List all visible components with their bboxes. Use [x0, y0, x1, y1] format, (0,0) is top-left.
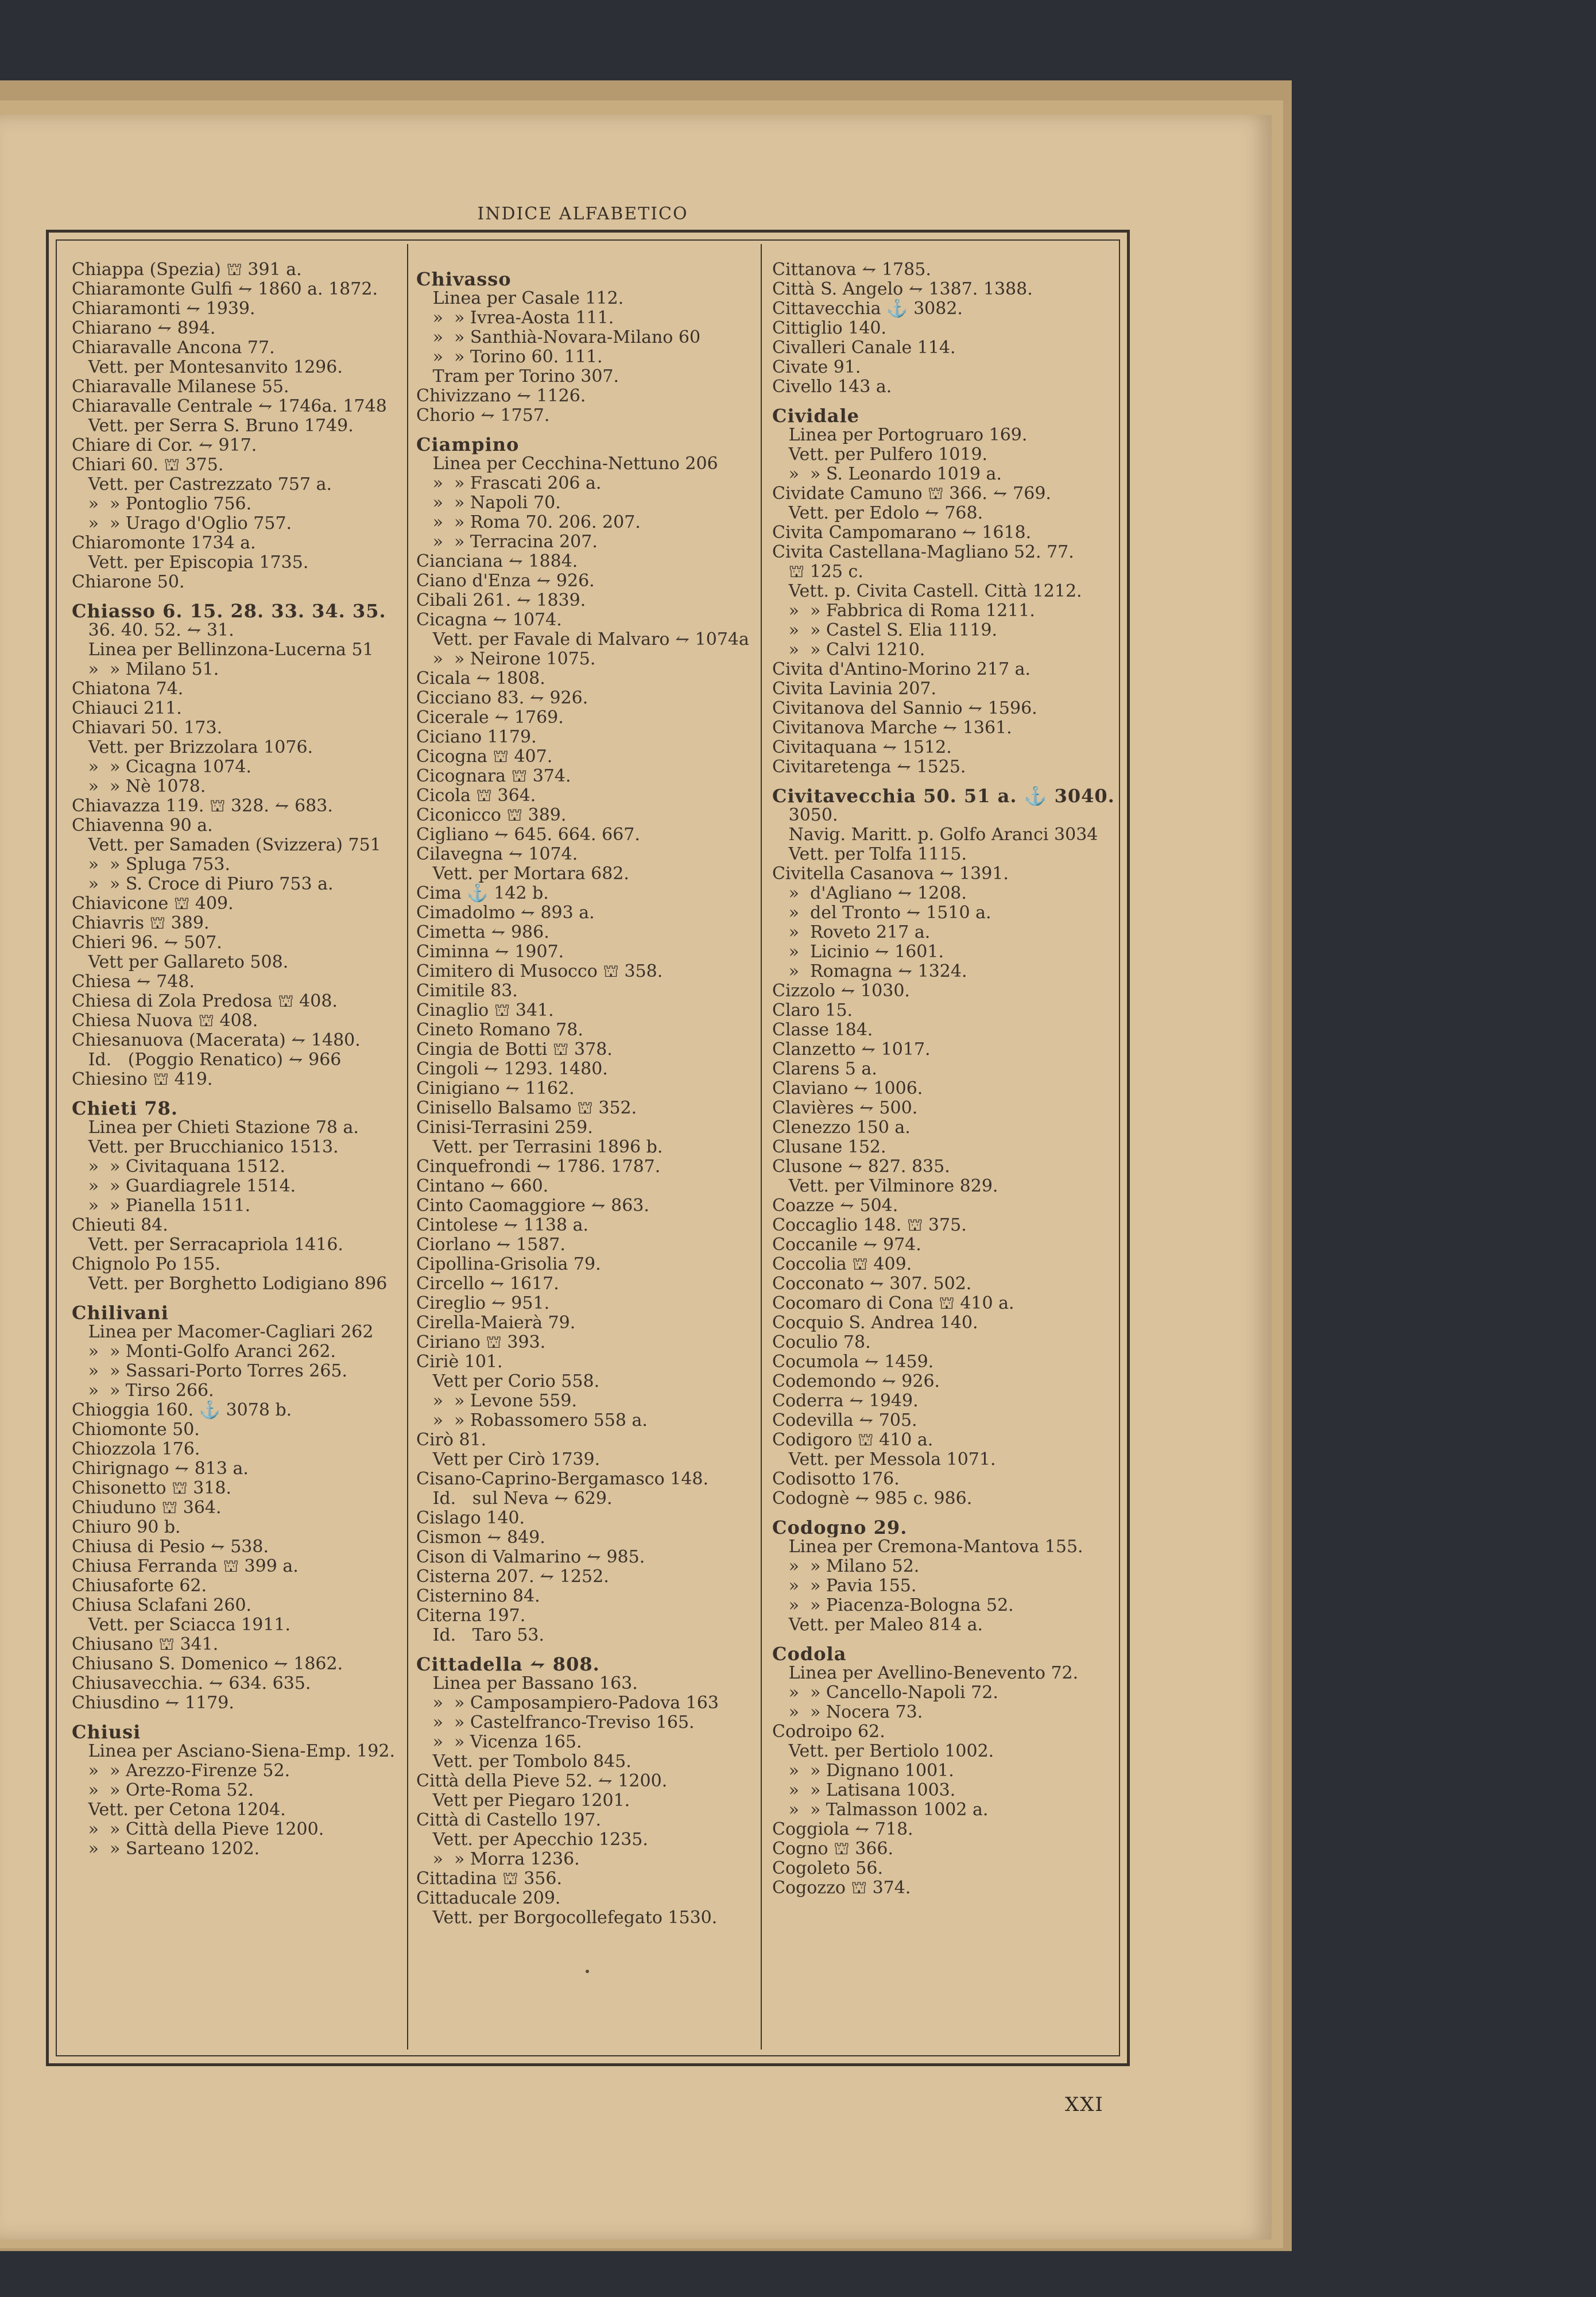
index-entry: » Roveto 217 a. [772, 923, 931, 942]
index-entry: Cilavegna ⥊ 1074. [416, 845, 578, 864]
index-entry: Linea per Asciano-Siena-Emp. 192. [72, 1742, 395, 1761]
index-entry: Cineto Romano 78. [416, 1020, 583, 1040]
index-entry: Cintano ⥊ 660. [416, 1177, 549, 1196]
index-entry: Cinquefrondi ⥊ 1786. 1787. [416, 1157, 661, 1177]
index-entry: Civitanova Marche ⥊ 1361. [772, 718, 1012, 738]
index-entry: Cittanova ⥊ 1785. [772, 260, 931, 280]
index-entry: Chilivani [72, 1303, 169, 1322]
index-entry: Cicciano 83. ⥊ 926. [416, 689, 588, 708]
index-entry: » » Levone 559. [416, 1391, 578, 1411]
index-entry: Codroipo 62. [772, 1722, 885, 1742]
index-entry: Chiusano ⛫ 341. [72, 1635, 219, 1654]
index-entry: Cinto Caomaggiore ⥊ 863. [416, 1196, 649, 1216]
index-entry: Ciciano 1179. [416, 728, 537, 747]
index-entry: Coderra ⥊ 1949. [772, 1391, 919, 1411]
index-entry: Civitella Casanova ⥊ 1391. [772, 864, 1009, 884]
index-entry: Codigoro ⛫ 410 a. [772, 1430, 933, 1450]
index-entry: Ciorlano ⥊ 1587. [416, 1235, 565, 1255]
index-entry: Vett. per Borgocollefegato 1530. [416, 1908, 718, 1928]
index-entry: Cocumola ⥊ 1459. [772, 1352, 934, 1372]
index-entry: Civitaquana ⥊ 1512. [772, 738, 952, 757]
index-entry: » » Neirone 1075. [416, 649, 596, 669]
index-entry: Vett. per Brizzolara 1076. [72, 738, 313, 757]
index-entry: Vett. per Episcopia 1735. [72, 553, 309, 573]
index-entry: Linea per Avellino-Benevento 72. [772, 1664, 1079, 1683]
index-entry: Chivasso [416, 269, 512, 289]
index-entry: » » Pavia 155. [772, 1576, 917, 1596]
index-entry: Civita Lavinia 207. [772, 679, 937, 699]
index-entry: Civate 91. [772, 358, 861, 377]
index-entry: Chignolo Po 155. [72, 1255, 221, 1274]
index-entry: Coculio 78. [772, 1333, 871, 1352]
index-entry: Chiari 60. ⛫ 375. [72, 455, 224, 475]
index-entry: Città della Pieve 52. ⥊ 1200. [416, 1772, 668, 1791]
index-entry: Cogoleto 56. [772, 1859, 883, 1878]
index-entry: Chiusano S. Domenico ⥊ 1862. [72, 1654, 343, 1674]
index-entry: Chorio ⥊ 1757. [416, 406, 550, 426]
index-entry: Vett. per Favale di Malvaro ⥊ 1074a [416, 630, 749, 649]
index-entry: » » Talmasson 1002 a. [772, 1800, 989, 1820]
index-entry: Claviano ⥊ 1006. [772, 1079, 923, 1099]
index-entry: Chiatona 74. [72, 679, 184, 699]
index-entry: Linea per Cecchina-Nettuno 206 [416, 454, 718, 474]
index-entry: Vett. per Edolo ⥊ 768. [772, 504, 983, 523]
index-entry: Civita Castellana-Magliano 52. 77. [772, 543, 1074, 562]
index-entry: » » Castel S. Elia 1119. [772, 621, 998, 640]
index-entry: Cisterna 207. ⥊ 1252. [416, 1567, 609, 1587]
index-entry: Vett. per Maleo 814 a. [772, 1615, 983, 1635]
index-entry: Chiavari 50. 173. [72, 718, 223, 738]
index-entry: Cittaducale 209. [416, 1889, 561, 1908]
index-entry: Cogozzo ⛫ 374. [772, 1878, 911, 1898]
index-entry: Clusane 152. [772, 1138, 886, 1157]
index-entry: Vett. per Tombolo 845. [416, 1752, 632, 1772]
index-entry: Chieuti 84. [72, 1216, 168, 1235]
index-entry: Chiavenna 90 a. [72, 816, 213, 836]
index-entry: » » Piacenza-Bologna 52. [772, 1596, 1014, 1615]
index-entry: » del Tronto ⥊ 1510 a. [772, 903, 991, 923]
index-entry: » » Morra 1236. [416, 1850, 580, 1869]
index-entry: Coccolia ⛫ 409. [772, 1255, 912, 1274]
index-entry: Vett. per Montesanvito 1296. [72, 358, 343, 377]
index-entry: Chiusi [72, 1722, 141, 1742]
index-entry: Cittadina ⛫ 356. [416, 1869, 562, 1889]
index-entry: Chiaramonti ⥊ 1939. [72, 299, 255, 319]
index-entry: Chiusa di Pesio ⥊ 538. [72, 1537, 269, 1557]
index-entry: Cianciana ⥊ 1884. [416, 552, 578, 571]
index-entry: Cogno ⛫ 366. [772, 1839, 894, 1859]
index-entry: Tram per Torino 307. [416, 367, 619, 386]
index-entry: Chiesa ⥊ 748. [72, 972, 195, 992]
index-entry: Vett. per Serracapriola 1416. [72, 1235, 343, 1255]
index-entry: Clavières ⥊ 500. [772, 1099, 918, 1118]
index-entry: Vett. per Apecchio 1235. [416, 1830, 648, 1850]
index-entry: » » Guardiagrele 1514. [72, 1177, 296, 1196]
index-entry: Codola [772, 1644, 847, 1664]
index-entry: Cismon ⥊ 849. [416, 1528, 545, 1548]
index-entry: Cislago 140. [416, 1509, 525, 1528]
index-entry: Claro 15. [772, 1001, 853, 1020]
index-entry: Linea per Cremona-Mantova 155. [772, 1537, 1083, 1557]
index-entry: Vett. per Brucchianico 1513. [72, 1138, 339, 1157]
column-divider [761, 244, 762, 2049]
index-entry: Civita Campomarano ⥊ 1618. [772, 523, 1032, 543]
index-entry: Chiavris ⛫ 389. [72, 914, 210, 933]
index-entry: Cisano-Caprino-Bergamasco 148. [416, 1470, 709, 1489]
index-entry: Civitavecchia 50. 51 a. ⚓ 3040. [772, 786, 1115, 806]
index-entry: Chiarone 50. [72, 573, 185, 592]
index-entry: Vett. per Cetona 1204. [72, 1800, 286, 1820]
index-entry: Id. Taro 53. [416, 1626, 545, 1645]
index-entry: Cimitero di Musocco ⛫ 358. [416, 962, 663, 981]
index-entry: 36. 40. 52. ⥊ 31. [72, 621, 234, 640]
index-entry: Vett per Cirò 1739. [416, 1450, 601, 1470]
index-entry: Classe 184. [772, 1020, 873, 1040]
index-entry: Vett per Gallareto 508. [72, 953, 289, 972]
index-entry: Vett. per Bertiolo 1002. [772, 1742, 994, 1761]
index-entry: Chiaravalle Milanese 55. [72, 377, 289, 397]
index-entry: » » Torino 60. 111. [416, 347, 603, 367]
index-entry: Codevilla ⥊ 705. [772, 1411, 917, 1430]
page-header: INDICE ALFABETICO [477, 204, 688, 224]
index-entry: Chiusavecchia. ⥊ 634. 635. [72, 1674, 311, 1693]
index-entry: Chiesanuova (Macerata) ⥊ 1480. [72, 1031, 361, 1050]
index-entry: Cigliano ⥊ 645. 664. 667. [416, 825, 640, 845]
page-number: XXI [1065, 2093, 1104, 2116]
index-entry: Linea per Macomer-Cagliari 262 [72, 1322, 374, 1342]
index-entry: Chirignago ⥊ 813 a. [72, 1459, 249, 1479]
index-entry: Cinigiano ⥊ 1162. [416, 1079, 575, 1099]
index-entry: Cireglio ⥊ 951. [416, 1294, 550, 1313]
index-entry: Cingoli ⥊ 1293. 1480. [416, 1059, 608, 1079]
index-entry: Vett. per Messola 1071. [772, 1450, 996, 1470]
index-entry: Cocomaro di Cona ⛫ 410 a. [772, 1294, 1014, 1313]
index-entry: Chiesa Nuova ⛫ 408. [72, 1011, 258, 1031]
index-entry: Chieri 96. ⥊ 507. [72, 933, 222, 953]
index-entry: Vett. per Pulfero 1019. [772, 445, 988, 465]
index-entry: Cividale [772, 406, 859, 426]
index-entry: » » Spluga 753. [72, 855, 231, 875]
index-entry: Cison di Valmarino ⥊ 985. [416, 1548, 645, 1567]
index-entry: Vett. per Tolfa 1115. [772, 845, 967, 864]
index-entry: Vett. per Mortara 682. [416, 864, 629, 884]
index-entry: Chiomonte 50. [72, 1420, 200, 1440]
index-entry: » » Tirso 266. [72, 1381, 214, 1401]
index-entry: Vett. per Serra S. Bruno 1749. [72, 416, 354, 436]
index-entry: » » Vicenza 165. [416, 1733, 582, 1752]
index-entry: Circello ⥊ 1617. [416, 1274, 559, 1294]
index-entry: » » Pianella 1511. [72, 1196, 251, 1216]
index-entry: » » Arezzo-Firenze 52. [72, 1761, 290, 1781]
index-entry: Ciconicco ⛫ 389. [416, 806, 567, 825]
index-entry: Chioggia 160. ⚓ 3078 b. [72, 1401, 292, 1420]
index-entry: Chiaramonte Gulfi ⥊ 1860 a. 1872. [72, 280, 378, 299]
index-entry: Chiusdino ⥊ 1179. [72, 1693, 234, 1713]
index-entry: » » Cicagna 1074. [72, 757, 251, 777]
index-entry: Codognè ⥊ 985 c. 986. [772, 1489, 973, 1509]
index-entry: » » Sarteano 1202. [72, 1839, 260, 1859]
index-entry: Civitaretenga ⥊ 1525. [772, 757, 966, 777]
index-entry: Cicala ⥊ 1808. [416, 669, 545, 689]
index-entry: » » Milano 52. [772, 1557, 920, 1576]
index-entry: » » Castelfranco-Treviso 165. [416, 1713, 695, 1733]
index-entry: Cipollina-Grisolia 79. [416, 1255, 601, 1274]
index-entry: 3050. [772, 806, 838, 825]
index-entry: Vett. per Terrasini 1896 b. [416, 1138, 663, 1157]
index-entry: Chiozzola 176. [72, 1440, 200, 1459]
ink-dot [586, 1970, 589, 1973]
index-entry: Cicagna ⥊ 1074. [416, 610, 562, 630]
index-entry: Chiusa Ferranda ⛫ 399 a. [72, 1557, 299, 1576]
index-entry: Vett. per Borghetto Lodigiano 896 [72, 1274, 388, 1294]
index-entry: » » Pontoglio 756. [72, 494, 252, 514]
index-entry: Chiavazza 119. ⛫ 328. ⥊ 683. [72, 796, 333, 816]
index-entry: Chiaravalle Ancona 77. [72, 338, 275, 358]
index-entry: » d'Agliano ⥊ 1208. [772, 884, 967, 903]
index-entry: Codogno 29. [772, 1518, 908, 1537]
index-entry: Cimetta ⥊ 986. [416, 923, 549, 942]
index-entry: » » Frascati 206 a. [416, 474, 602, 493]
index-entry: Chiasso 6. 15. 28. 33. 34. 35. [72, 601, 386, 621]
index-entry: Chiare di Cor. ⥊ 917. [72, 436, 257, 455]
index-entry: » » Dignano 1001. [772, 1761, 954, 1781]
index-entry: » » Urago d'Oglio 757. [72, 514, 292, 533]
index-entry: Linea per Casale 112. [416, 289, 624, 308]
index-entry: » » S. Croce di Piuro 753 a. [72, 875, 334, 894]
index-entry: » » Camposampiero-Padova 163 [416, 1693, 719, 1713]
index-entry: Chiesa di Zola Predosa ⛫ 408. [72, 992, 338, 1011]
index-entry: Vett. per Vilminore 829. [772, 1177, 998, 1196]
index-entry: Vett per Piegaro 1201. [416, 1791, 630, 1811]
index-entry: » Licinio ⥊ 1601. [772, 942, 944, 962]
index-entry: Clenezzo 150 a. [772, 1118, 911, 1138]
index-entry: Codisotto 176. [772, 1470, 900, 1489]
index-entry: Navig. Maritt. p. Golfo Aranci 3034 [772, 825, 1098, 845]
index-entry: » » Nè 1078. [72, 777, 206, 796]
index-entry: Cittiglio 140. [772, 319, 887, 338]
index-entry: Linea per Bassano 163. [416, 1674, 638, 1693]
index-column-1 [72, 260, 409, 2049]
index-entry: Cittavecchia ⚓ 3082. [772, 299, 963, 319]
index-entry: Vett. p. Civita Castell. Città 1212. [772, 582, 1082, 601]
index-entry: Cibali 261. ⥊ 1839. [416, 591, 586, 610]
index-entry: Cirella-Maierà 79. [416, 1313, 576, 1333]
index-entry: Cintolese ⥊ 1138 a. [416, 1216, 588, 1235]
index-column-3 [772, 260, 1117, 2049]
index-entry: Cimadolmo ⥊ 893 a. [416, 903, 595, 923]
index-entry: Chiappa (Spezia) ⛫ 391 a. [72, 260, 302, 280]
index-entry: Cocconato ⥊ 307. 502. [772, 1274, 972, 1294]
index-entry: Cicogna ⛫ 407. [416, 747, 553, 767]
index-entry: » » Cancello-Napoli 72. [772, 1683, 998, 1703]
index-entry: Ciampino [416, 435, 520, 454]
index-entry: » » Calvi 1210. [772, 640, 925, 660]
index-entry: » » Ivrea-Aosta 111. [416, 308, 614, 328]
index-entry: Ciano d'Enza ⥊ 926. [416, 571, 595, 591]
index-entry: Clarens 5 a. [772, 1059, 877, 1079]
index-entry: Coccaglio 148. ⛫ 375. [772, 1216, 967, 1235]
index-entry: » » Robassomero 558 a. [416, 1411, 648, 1430]
index-entry: Clanzetto ⥊ 1017. [772, 1040, 931, 1059]
index-entry: Coazze ⥊ 504. [772, 1196, 898, 1216]
index-entry: » » Latisana 1003. [772, 1781, 956, 1800]
index-entry: Civitanova del Sannio ⥊ 1596. [772, 699, 1037, 718]
index-entry: Ciriè 101. [416, 1352, 503, 1372]
index-entry: » Romagna ⥊ 1324. [772, 962, 967, 981]
index-entry: Cinisi-Terrasini 259. [416, 1118, 593, 1138]
index-entry: Cisternino 84. [416, 1587, 540, 1606]
index-entry: Chiaromonte 1734 a. [72, 533, 256, 553]
index-entry: » » Terracina 207. [416, 532, 598, 552]
index-entry: Chiaravalle Centrale ⥊ 1746a. 1748 [72, 397, 387, 416]
index-entry: » » Sassari-Porto Torres 265. [72, 1362, 348, 1381]
index-entry: » » Roma 70. 206. 207. [416, 513, 641, 532]
index-entry: Codemondo ⥊ 926. [772, 1372, 940, 1391]
index-entry: » » Fabbrica di Roma 1211. [772, 601, 1035, 621]
index-entry: » » Santhià-Novara-Milano 60 [416, 328, 701, 347]
index-entry: Cittadella ⥊ 808. [416, 1654, 600, 1674]
index-entry: Cima ⚓ 142 b. [416, 884, 549, 903]
index-entry: Linea per Chieti Stazione 78 a. [72, 1118, 359, 1138]
index-entry: Chiavicone ⛫ 409. [72, 894, 234, 914]
index-entry: Chiesino ⛫ 419. [72, 1070, 213, 1089]
index-entry: Civita d'Antino-Morino 217 a. [772, 660, 1031, 679]
index-entry: » » Orte-Roma 52. [72, 1781, 254, 1800]
index-entry: Id. sul Neva ⥊ 629. [416, 1489, 613, 1509]
index-entry: Coggiola ⥊ 718. [772, 1820, 913, 1839]
index-entry: Vett per Corio 558. [416, 1372, 600, 1391]
index-entry: Cocquio S. Andrea 140. [772, 1313, 978, 1333]
index-entry: Cizzolo ⥊ 1030. [772, 981, 910, 1001]
index-entry: » » Città della Pieve 1200. [72, 1820, 324, 1839]
index-entry: Civello 143 a. [772, 377, 892, 397]
index-entry: Vett. per Castrezzato 757 a. [72, 475, 332, 494]
index-entry: Cicognara ⛫ 374. [416, 767, 571, 786]
index-entry: Città di Castello 197. [416, 1811, 602, 1830]
index-entry: Chiusa Sclafani 260. [72, 1596, 252, 1615]
index-entry: Id. (Poggio Renatico) ⥊ 966 [72, 1050, 342, 1070]
index-entry: Chiauci 211. [72, 699, 182, 718]
index-entry: Clusone ⥊ 827. 835. [772, 1157, 950, 1177]
index-entry: » » Milano 51. [72, 660, 219, 679]
index-entry: Cinaglio ⛫ 341. [416, 1001, 554, 1020]
index-entry: Chieti 78. [72, 1099, 178, 1118]
index-frame [46, 230, 1130, 2066]
index-entry: » » Monti-Golfo Aranci 262. [72, 1342, 336, 1362]
index-entry: Cirò 81. [416, 1430, 487, 1450]
index-entry: Cicola ⛫ 364. [416, 786, 536, 806]
index-entry: Civalleri Canale 114. [772, 338, 956, 358]
index-entry: Linea per Portogruaro 169. [772, 426, 1028, 445]
index-entry: » » Nocera 73. [772, 1703, 923, 1722]
index-entry: Cimitile 83. [416, 981, 518, 1001]
index-entry: Citerna 197. [416, 1606, 526, 1626]
index-entry: Chiarano ⥊ 894. [72, 319, 216, 338]
index-entry: Chiuro 90 b. [72, 1518, 181, 1537]
index-entry: Chisonetto ⛫ 318. [72, 1479, 232, 1498]
index-entry: Cividate Camuno ⛫ 366. ⥊ 769. [772, 484, 1051, 504]
index-entry: Vett. per Sciacca 1911. [72, 1615, 291, 1635]
index-entry: » » Civitaquana 1512. [72, 1157, 285, 1177]
index-entry: » » Napoli 70. [416, 493, 561, 513]
index-entry: Linea per Bellinzona-Lucerna 51 [72, 640, 374, 660]
index-entry: Ciminna ⥊ 1907. [416, 942, 564, 962]
index-column-2 [416, 260, 755, 2049]
index-entry: Cinisello Balsamo ⛫ 352. [416, 1099, 637, 1118]
index-entry: Ciriano ⛫ 393. [416, 1333, 546, 1352]
index-entry: Coccanile ⥊ 974. [772, 1235, 921, 1255]
index-entry: Chiusaforte 62. [72, 1576, 207, 1596]
index-entry: » » S. Leonardo 1019 a. [772, 465, 1002, 484]
index-entry: Chiuduno ⛫ 364. [72, 1498, 222, 1518]
index-entry: Chivizzano ⥊ 1126. [416, 386, 586, 406]
index-entry: Cicerale ⥊ 1769. [416, 708, 564, 728]
index-entry: Cingia de Botti ⛫ 378. [416, 1040, 613, 1059]
index-entry: Vett. per Samaden (Svizzera) 751 [72, 836, 381, 855]
index-entry: Città S. Angelo ⥊ 1387. 1388. [772, 280, 1033, 299]
index-entry: ⛫ 125 c. [772, 562, 863, 582]
